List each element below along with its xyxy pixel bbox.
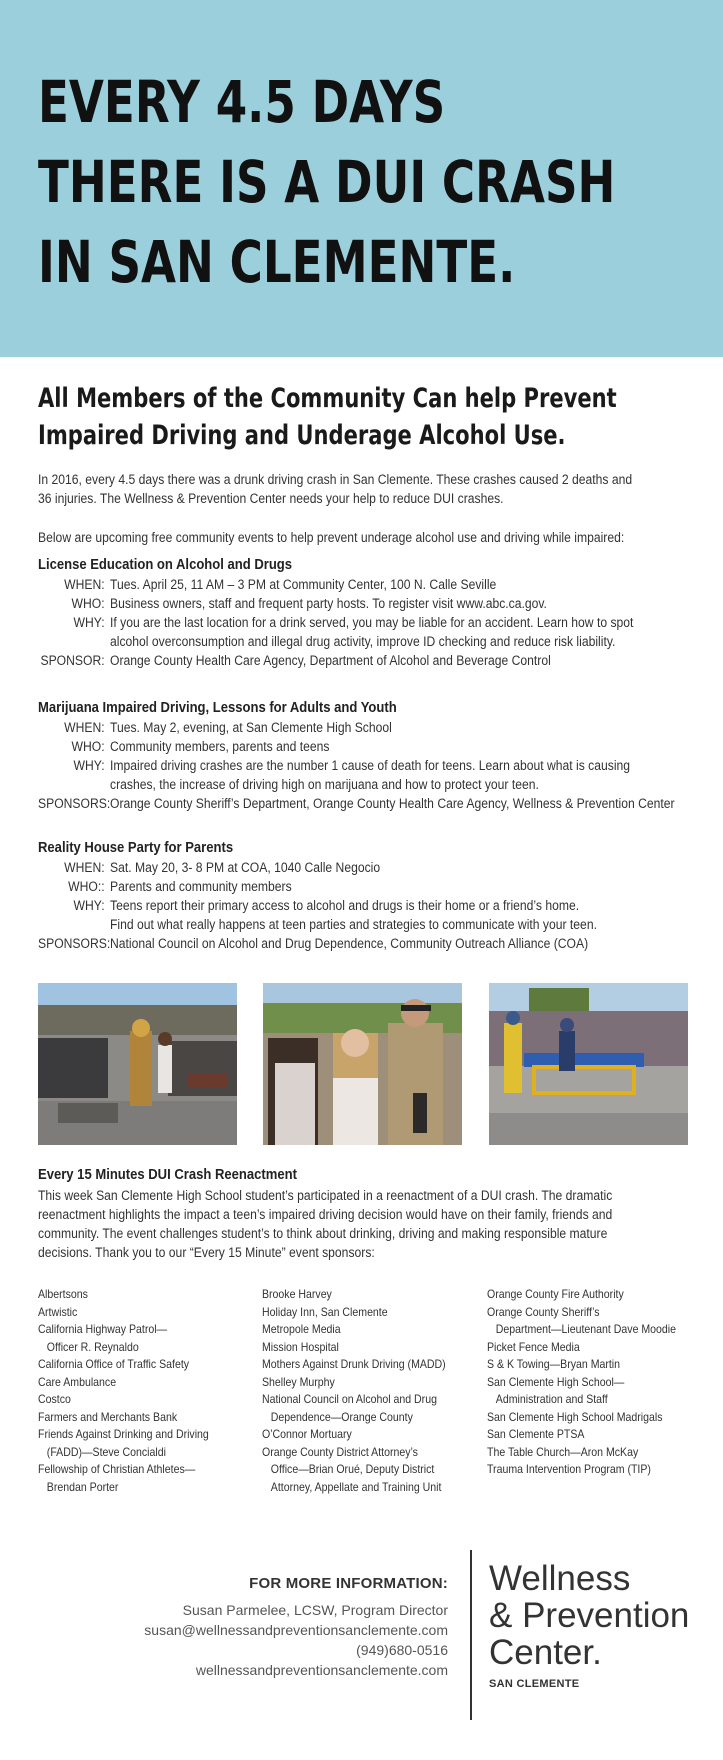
row-value bbox=[110, 756, 688, 794]
contact-phone: (949)680-0516 bbox=[356, 1642, 448, 1658]
photo-officer-and-students bbox=[263, 983, 462, 1145]
row-value-line: Teens report their primary access to alcohol and drugs is their home or a friend’s home. bbox=[110, 898, 580, 913]
event-row-why bbox=[38, 896, 688, 934]
row-value bbox=[110, 934, 688, 953]
event-row-when bbox=[38, 575, 688, 594]
event-row-when bbox=[38, 858, 688, 877]
sponsor-item: Metropole Media bbox=[262, 1322, 341, 1336]
row-value-line: Orange County Sheriff’s Department, Orange County Health Care Agency, Wellness & Prevention Center bbox=[110, 796, 675, 811]
row-value bbox=[110, 718, 688, 737]
event-row-sponsor bbox=[38, 651, 688, 670]
row-value bbox=[110, 794, 688, 813]
sponsor-item: California Office of Traffic Safety bbox=[38, 1357, 190, 1371]
headline-line: All Members of the Community Can help Prevent bbox=[38, 383, 617, 414]
row-value-line: Tues. May 2, evening, at San Clemente High School bbox=[110, 720, 392, 735]
intro-line: 36 injuries. The Wellness & Prevention Center needs your help to reduce DUI crashes. bbox=[38, 491, 504, 506]
sponsor-item: California Highway Patrol— bbox=[38, 1322, 168, 1336]
sponsor-item: Officer R. Reynaldo bbox=[46, 1339, 139, 1354]
sponsor-item: Brendan Porter bbox=[46, 1479, 119, 1494]
sponsor-item: (FADD)—Steve Concialdi bbox=[46, 1444, 166, 1459]
sponsor-item: Orange County District Attorney’s bbox=[262, 1444, 418, 1459]
row-key: WHO:: bbox=[68, 879, 105, 894]
logo-line: Center. bbox=[489, 1633, 602, 1672]
contact-email[interactable]: susan@wellnessandpreventionsanclemente.com bbox=[144, 1622, 448, 1638]
row-key: WHO: bbox=[71, 739, 105, 754]
sponsor-item: Holiday Inn, San Clemente bbox=[262, 1304, 388, 1319]
event-row-who bbox=[38, 594, 688, 613]
row-key: SPONSORS: bbox=[38, 936, 111, 951]
hero-title-line: EVERY 4.5 DAYS bbox=[38, 68, 446, 136]
row-key: WHEN: bbox=[64, 577, 105, 592]
intro-paragraph bbox=[38, 470, 688, 508]
hero-title-line: THERE IS A DUI CRASH bbox=[38, 148, 616, 216]
sponsor-item: Artwistic bbox=[38, 1304, 78, 1319]
wellness-logo bbox=[489, 1560, 689, 1671]
row-value bbox=[110, 594, 688, 613]
reenactment-line: community. The event challenges student’s to think about drinking, driving and making responsible mature bbox=[38, 1226, 608, 1241]
row-value bbox=[110, 613, 688, 651]
divider bbox=[470, 1550, 472, 1720]
logo-line: Wellness bbox=[489, 1559, 631, 1598]
sponsor-item: Office—Brian Orué, Deputy District bbox=[270, 1462, 435, 1476]
photo-crash-scene-firefighters bbox=[38, 983, 237, 1145]
sponsor-item: Mission Hospital bbox=[262, 1339, 339, 1354]
sponsor-item: Farmers and Merchants Bank bbox=[38, 1409, 178, 1424]
sponsor-item: Trauma Intervention Program (TIP) bbox=[487, 1462, 651, 1476]
contact-block bbox=[120, 1575, 448, 1680]
sponsor-item: Fellowship of Christian Athletes— bbox=[38, 1462, 196, 1476]
sponsor-item: San Clemente High School— bbox=[487, 1374, 625, 1389]
reenactment-line: This week San Clemente High School student’s participated in a reenactment of a DUI crash. The dramatic bbox=[38, 1188, 613, 1203]
event-marijuana-impaired-driving bbox=[38, 698, 688, 813]
logo-subtitle: SAN CLEMENTE bbox=[489, 1678, 580, 1690]
sponsor-column-2 bbox=[262, 1286, 446, 1496]
reenactment-body bbox=[38, 1186, 688, 1262]
sponsor-item: Care Ambulance bbox=[38, 1374, 117, 1389]
sponsor-item: O’Connor Mortuary bbox=[262, 1427, 352, 1441]
sponsor-item: San Clemente PTSA bbox=[487, 1427, 585, 1441]
intro-line: In 2016, every 4.5 days there was a drunk driving crash in San Clemente. These crashes caused 2 deaths and bbox=[38, 472, 633, 487]
event-row-sponsors bbox=[38, 794, 688, 813]
row-value bbox=[110, 737, 688, 756]
event-row-who bbox=[38, 877, 688, 896]
row-key: WHY: bbox=[73, 758, 105, 773]
sponsor-item: Picket Fence Media bbox=[487, 1339, 580, 1354]
row-value-line: Business owners, staff and frequent party hosts. To register visit www.abc.ca.gov. bbox=[110, 596, 547, 611]
row-key: WHEN: bbox=[64, 860, 105, 875]
contact-website[interactable]: wellnessandpreventionsanclemente.com bbox=[195, 1662, 448, 1678]
event-reality-house-party bbox=[38, 838, 688, 953]
row-value bbox=[110, 877, 688, 896]
sponsor-item: National Council on Alcohol and Drug bbox=[262, 1392, 437, 1406]
event-row-who bbox=[38, 737, 688, 756]
sponsor-item: Orange County Fire Authority bbox=[487, 1287, 624, 1301]
row-value-line: If you are the last location for a drink served, you may be liable for an accident. Learn how to spot bbox=[110, 615, 634, 630]
sponsor-column-1 bbox=[38, 1286, 209, 1496]
row-value-line: Community members, parents and teens bbox=[110, 739, 330, 754]
sponsor-item: S & K Towing—Bryan Martin bbox=[487, 1357, 621, 1371]
main-content bbox=[38, 380, 688, 951]
row-value-line: Find out what really happens at teen parties and strategies to communicate with your teen. bbox=[110, 917, 597, 932]
sponsor-item: Mothers Against Drunk Driving (MADD) bbox=[262, 1357, 446, 1371]
row-value-line: National Council on Alcohol and Drug Dependence, Community Outreach Alliance (COA) bbox=[110, 936, 589, 951]
sponsor-item: Friends Against Drinking and Driving bbox=[38, 1427, 209, 1441]
photo-stretcher-crowd bbox=[489, 983, 688, 1145]
event-row-sponsors bbox=[38, 934, 688, 953]
sponsor-item: Orange County Sheriff’s bbox=[487, 1304, 600, 1319]
hero-banner bbox=[0, 0, 723, 357]
sponsor-item: Albertsons bbox=[38, 1287, 88, 1301]
row-value bbox=[110, 896, 688, 934]
sponsor-item: Attorney, Appellate and Training Unit bbox=[270, 1479, 442, 1494]
event-license-education bbox=[38, 555, 688, 670]
logo-line: & Prevention bbox=[489, 1596, 690, 1635]
sponsor-item: Costco bbox=[38, 1392, 71, 1406]
row-key: WHO: bbox=[71, 596, 105, 611]
reenactment-title: Every 15 Minutes DUI Crash Reenactment bbox=[38, 1167, 297, 1183]
reenactment-line: reenactment highlights the impact a teen’s impaired driving decision would have on their family, friends and bbox=[38, 1207, 613, 1222]
contact-director: Susan Parmelee, LCSW, Program Director bbox=[182, 1602, 448, 1618]
photo-strip bbox=[38, 983, 688, 1145]
row-value-line: Sat. May 20, 3- 8 PM at COA, 1040 Calle Negocio bbox=[110, 860, 381, 875]
sponsor-item: Dependence—Orange County bbox=[270, 1409, 413, 1424]
row-key: SPONSORS: bbox=[38, 796, 111, 811]
row-value-line: Impaired driving crashes are the number 1 cause of death for teens. Learn about what is causing bbox=[110, 758, 631, 773]
event-row-why bbox=[38, 613, 688, 651]
row-key: SPONSOR: bbox=[40, 653, 105, 668]
sponsor-item: Shelley Murphy bbox=[262, 1374, 335, 1389]
row-key: WHY: bbox=[73, 898, 105, 913]
sponsor-item: Brooke Harvey bbox=[262, 1287, 332, 1301]
contact-heading: FOR MORE INFORMATION: bbox=[249, 1575, 448, 1592]
events-intro: Below are upcoming free community events to help prevent underage alcohol use and driving while impaired: bbox=[38, 530, 625, 545]
row-value bbox=[110, 858, 688, 877]
row-value-line: Orange County Health Care Agency, Department of Alcohol and Beverage Control bbox=[110, 653, 551, 668]
row-value bbox=[110, 651, 688, 670]
sponsor-column-3 bbox=[487, 1286, 676, 1479]
row-value-line: Parents and community members bbox=[110, 879, 292, 894]
hero-title bbox=[38, 62, 616, 302]
row-value-line: alcohol overconsumption and illegal drug activity, improve ID checking and reduce risk liability. bbox=[110, 634, 616, 649]
event-row-why bbox=[38, 756, 688, 794]
row-key: WHY: bbox=[73, 615, 105, 630]
event-title: Reality House Party for Parents bbox=[38, 840, 234, 856]
sponsor-item: Administration and Staff bbox=[495, 1392, 608, 1406]
sponsor-item: San Clemente High School Madrigals bbox=[487, 1409, 663, 1424]
row-value-line: Tues. April 25, 11 AM – 3 PM at Community Center, 100 N. Calle Seville bbox=[110, 577, 497, 592]
headline bbox=[38, 380, 685, 454]
row-value-line: crashes, the increase of driving high on marijuana and how to protect your teen. bbox=[110, 777, 539, 792]
event-row-when bbox=[38, 718, 688, 737]
headline-line: Impaired Driving and Underage Alcohol Use. bbox=[38, 420, 566, 451]
row-key: WHEN: bbox=[64, 720, 105, 735]
reenactment-line: decisions. Thank you to our “Every 15 Minute” event sponsors: bbox=[38, 1245, 375, 1260]
hero-title-line: IN SAN CLEMENTE. bbox=[38, 228, 516, 296]
event-title: License Education on Alcohol and Drugs bbox=[38, 557, 293, 573]
sponsor-item: Department—Lieutenant Dave Moodie bbox=[495, 1322, 677, 1336]
sponsor-item: The Table Church—Aron McKay bbox=[487, 1444, 639, 1459]
row-value bbox=[110, 575, 688, 594]
event-title: Marijuana Impaired Driving, Lessons for Adults and Youth bbox=[38, 700, 397, 716]
